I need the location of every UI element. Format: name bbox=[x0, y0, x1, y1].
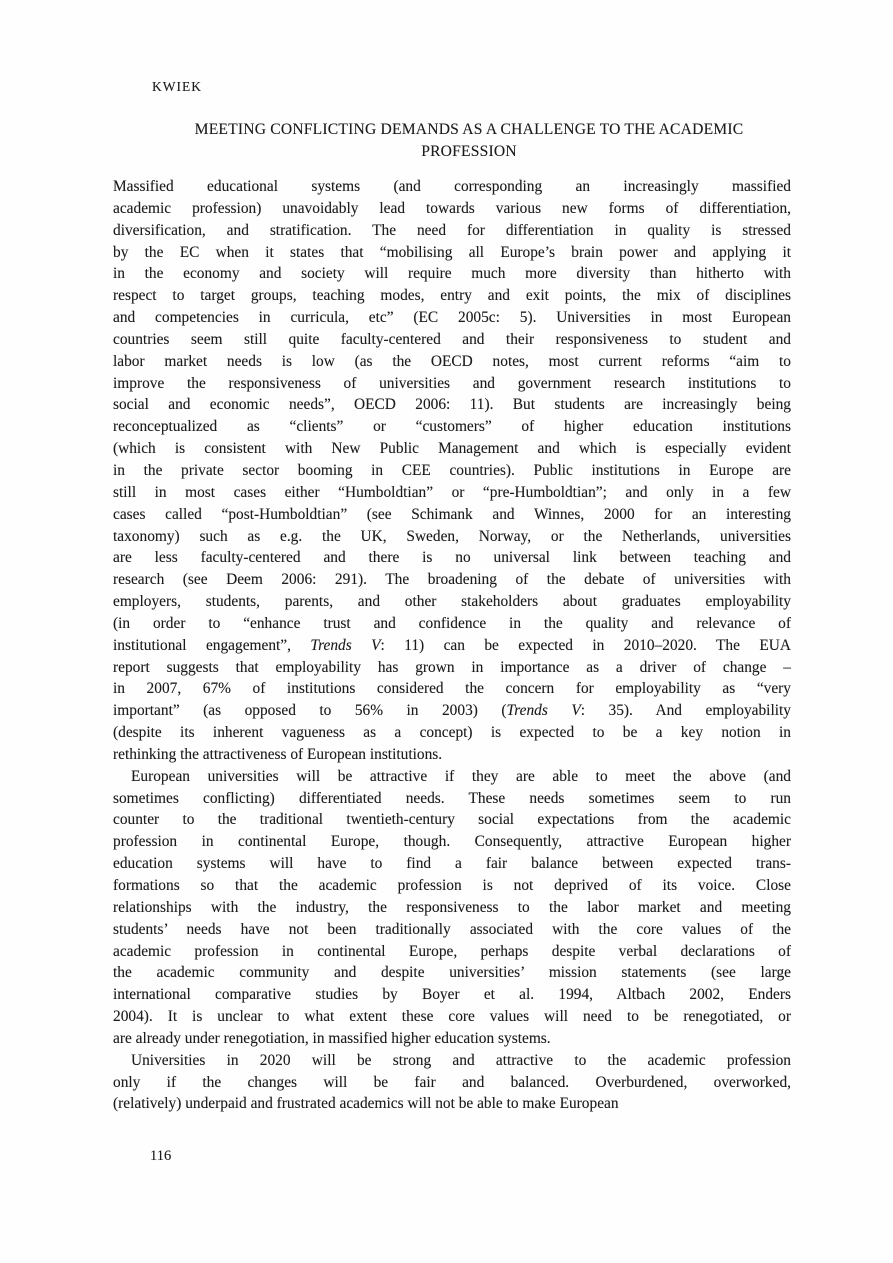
body-text bbox=[113, 176, 791, 1115]
text-line: employers, students, parents, and other stakeholders about graduates employability bbox=[113, 593, 791, 611]
text-line: research (see Deem 2006: 291). The broadening of the debate of universities with bbox=[113, 571, 791, 589]
text-line: labor market needs is low (as the OECD notes, most current reforms “aim to bbox=[113, 352, 791, 370]
text-line: Universities in 2020 will be strong and attractive to the academic profession bbox=[131, 1051, 791, 1069]
text-line: by the EC when it states that “mobilising all Europe’s brain power and applying it bbox=[113, 243, 791, 261]
chapter-title bbox=[130, 119, 808, 162]
text-line: in 2007, 67% of institutions considered the concern for employability as “very bbox=[113, 680, 791, 698]
paragraph bbox=[113, 766, 791, 1050]
text-line: (in order to “enhance trust and confidence in the quality and relevance of bbox=[113, 614, 791, 632]
text-line: only if the changes will be fair and balanced. Overburdened, overworked, bbox=[113, 1073, 791, 1091]
text-line: students’ needs have not been traditionally associated with the core values of the bbox=[113, 920, 791, 938]
paragraph bbox=[113, 1050, 791, 1116]
text-line: are already under renegotiation, in massified higher education systems. bbox=[113, 1029, 551, 1047]
text-line: European universities will be attractive if they are able to meet the above (and bbox=[131, 767, 791, 785]
text-line: (which is consistent with New Public Management and which is especially evident bbox=[113, 440, 791, 458]
text-line: respect to target groups, teaching modes, entry and exit points, the mix of disciplines bbox=[113, 287, 791, 305]
text-line: 2004). It is unclear to what extent these core values will need to be renegotiated, or bbox=[113, 1008, 791, 1026]
text-line: institutional engagement”, Trends V: 11) can be expected in 2010–2020. The EUA bbox=[113, 636, 791, 654]
running-header: KWIEK bbox=[152, 79, 202, 94]
text-line: reconceptualized as “clients” or “customers” of higher education institutions bbox=[113, 418, 791, 436]
text-line: formations so that the academic profession is not deprived of its voice. Close bbox=[113, 877, 791, 894]
text-line: social and economic needs”, OECD 2006: 11). But students are increasingly being bbox=[113, 396, 791, 414]
title-line: PROFESSION bbox=[421, 142, 517, 160]
text-line: relationships with the industry, the responsiveness to the labor market and meeting bbox=[113, 898, 791, 916]
text-line: improve the responsiveness of universities and government research institutions to bbox=[113, 374, 791, 392]
paragraph bbox=[113, 176, 791, 766]
text-line: sometimes conflicting) differentiated needs. These needs sometimes seem to run bbox=[113, 789, 791, 807]
text-line: (relatively) underpaid and frustrated academics will not be able to make European bbox=[113, 1095, 619, 1113]
text-line: are less faculty-centered and there is no universal link between teaching and bbox=[113, 549, 791, 567]
text-line: rethinking the attractiveness of European institutions. bbox=[113, 745, 443, 763]
text-line: international comparative studies by Boyer et al. 1994, Altbach 2002, Enders bbox=[113, 986, 791, 1004]
text-line: (despite its inherent vagueness as a concept) is expected to be a key notion in bbox=[113, 724, 791, 742]
text-line: Massified educational systems (and corresponding an increasingly massified bbox=[113, 178, 791, 195]
text-line: and competencies in curricula, etc” (EC 2005c: 5). Universities in most European bbox=[113, 309, 791, 327]
text-line: academic profession in continental Europe, perhaps despite verbal declarations of bbox=[113, 942, 791, 960]
text-line: education systems will have to find a fair balance between expected trans- bbox=[113, 855, 791, 873]
text-line: in the economy and society will require much more diversity than hitherto with bbox=[113, 265, 791, 283]
text-line: cases called “post-Humboldtian” (see Schimank and Winnes, 2000 for an interesting bbox=[113, 505, 791, 523]
text-line: diversification, and stratification. The need for differentiation in quality is stressed bbox=[113, 221, 791, 239]
text-line: in the private sector booming in CEE countries). Public institutions in Europe are bbox=[113, 461, 791, 479]
text-line: countries seem still quite faculty-centered and their responsiveness to student and bbox=[113, 330, 791, 348]
text-line: academic profession) unavoidably lead towards various new forms of differentiation, bbox=[113, 199, 791, 217]
title-line: MEETING CONFLICTING DEMANDS AS A CHALLENGE TO THE ACADEMIC bbox=[194, 121, 744, 138]
page-number: 116 bbox=[150, 1148, 172, 1164]
text-line: still in most cases either “Humboldtian” or “pre-Humboldtian”; and only in a few bbox=[113, 483, 791, 501]
text-line: taxonomy) such as e.g. the UK, Sweden, Norway, or the Netherlands, universities bbox=[113, 527, 791, 545]
text-line: the academic community and despite universities’ mission statements (see large bbox=[113, 964, 791, 982]
text-line: counter to the traditional twentieth-century social expectations from the academic bbox=[113, 811, 791, 829]
text-line: important” (as opposed to 56% in 2003) (Trends V: 35). And employability bbox=[113, 702, 791, 720]
text-line: report suggests that employability has grown in importance as a driver of change – bbox=[113, 658, 791, 676]
text-line: profession in continental Europe, though. Consequently, attractive European higher bbox=[113, 833, 791, 851]
